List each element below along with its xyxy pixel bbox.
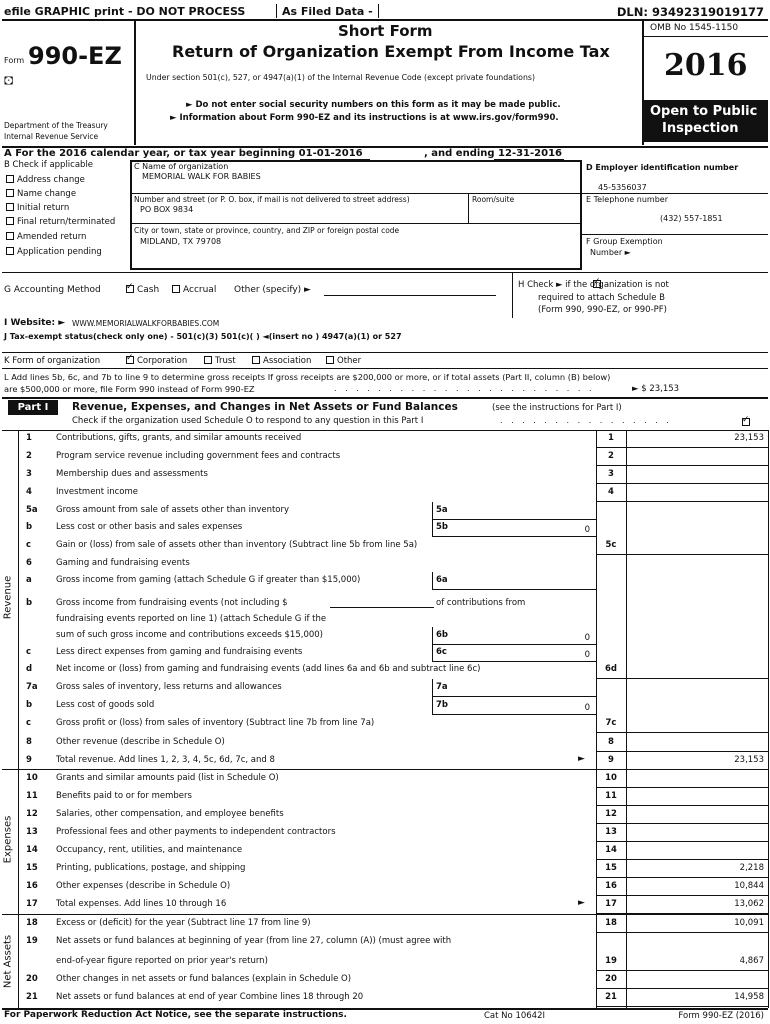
- line-number: b: [26, 522, 33, 532]
- line-amount[interactable]: 13,062: [734, 899, 764, 909]
- website-value[interactable]: WWW.MEMORIALWALKFORBABIES.COM: [72, 319, 220, 328]
- box-b-item[interactable]: Initial return: [6, 203, 69, 213]
- part-1-check: Check if the organization used Schedule O to respond to any question in this Part I: [72, 416, 424, 426]
- inner-line-box: 7a: [436, 682, 448, 692]
- line-text: sum of such gross income and contributions exceeds $15,000): [56, 630, 323, 640]
- line-number: b: [26, 598, 33, 608]
- line-box: 2: [608, 451, 614, 461]
- efile-banner: efile GRAPHIC print - DO NOT PROCESS: [4, 5, 246, 18]
- row-l-line2: are $500,000 or more, file Form 990 instead of Form 990-EZ: [4, 384, 255, 394]
- inner-line-box: 6b: [436, 630, 448, 640]
- line-number: 2: [26, 451, 32, 461]
- omb-number: OMB No 1545-1150: [650, 23, 739, 33]
- line-text: Membership dues and assessments: [56, 469, 208, 479]
- line-number: 1: [26, 433, 32, 443]
- line-text: Excess or (deficit) for the year (Subtract line 17 from line 9): [56, 918, 311, 928]
- line-text: Net income or (loss) from gaming and fundraising events (add lines 6a and 6b and subtract line 6c): [56, 664, 481, 674]
- line-box: 17: [605, 899, 617, 909]
- inspection: Inspection: [662, 121, 739, 136]
- line-amount[interactable]: 4,867: [739, 956, 764, 966]
- line-text: Other revenue (describe in Schedule O): [56, 737, 225, 747]
- street-value[interactable]: PO BOX 9834: [140, 205, 194, 214]
- part-1-see: (see the instructions for Part I): [492, 403, 622, 413]
- association-checkbox[interactable]: Association: [252, 356, 311, 366]
- inner-line-box: 6c: [436, 647, 447, 657]
- part-1-title: Revenue, Expenses, and Changes in Net Assets or Fund Balances: [72, 401, 458, 413]
- group-exemption-label: F Group Exemption: [586, 237, 663, 246]
- corporation-checkbox[interactable]: ✓ Corporation: [126, 356, 187, 366]
- line-number: 4: [26, 487, 32, 497]
- box-b-item[interactable]: Address change: [6, 175, 85, 185]
- dept-treasury: Department of the Treasury: [4, 121, 108, 130]
- line-number: 11: [26, 791, 38, 801]
- room-label: Room/suite: [472, 195, 515, 204]
- line-amount[interactable]: 23,153: [734, 433, 764, 443]
- line-box: 9: [608, 755, 614, 765]
- line-number: 17: [26, 899, 38, 909]
- part-1-tag: Part I: [8, 400, 58, 415]
- line-box: 8: [608, 737, 614, 747]
- line-text: Contributions, gifts, grants, and similar amounts received: [56, 433, 302, 443]
- line-box: 14: [605, 845, 617, 855]
- ein-value[interactable]: 45-5356037: [598, 183, 647, 192]
- line-box: 7c: [605, 718, 617, 728]
- line-box: 11: [605, 791, 617, 801]
- line-box: 6d: [605, 664, 617, 674]
- line-text: Investment income: [56, 487, 138, 497]
- line-text: Other expenses (describe in Schedule O): [56, 881, 231, 891]
- line-text: Net assets or fund balances at beginning of year (from line 27, column (A)) (must agree with: [56, 936, 452, 946]
- schedule-b-checkbox[interactable]: [593, 280, 604, 290]
- other-org-checkbox[interactable]: Other: [326, 356, 361, 366]
- line-text: end-of-year figure reported on prior year's return): [56, 956, 268, 966]
- phone-label: E Telephone number: [586, 195, 668, 204]
- form-of-org-label: K Form of organization: [4, 356, 101, 366]
- inner-amount[interactable]: 0: [584, 525, 590, 535]
- inner-line-box: 5b: [436, 522, 448, 532]
- line-box: 16: [605, 881, 617, 891]
- other-method-field[interactable]: [324, 295, 496, 296]
- line-text: Gaming and fundraising events: [56, 558, 190, 568]
- line-box: 3: [608, 469, 614, 479]
- section-a-ending: , and ending 12-31-2016: [424, 148, 562, 159]
- org-name[interactable]: MEMORIAL WALK FOR BABIES: [142, 172, 261, 181]
- line-number: c: [26, 718, 32, 728]
- section-a: A For the 2016 calendar year, or tax year beginning 01-01-2016: [4, 148, 363, 159]
- ein-label: D Employer identification number: [586, 163, 739, 172]
- line-text: Total expenses. Add lines 10 through 16: [56, 899, 227, 909]
- accrual-checkbox[interactable]: Accrual: [172, 285, 216, 295]
- line-number: 13: [26, 827, 38, 837]
- line-number: 15: [26, 863, 38, 873]
- line-number: 6: [26, 558, 32, 568]
- other-method-label: Other (specify) ►: [234, 285, 311, 295]
- line-box: 18: [605, 918, 617, 928]
- line-amount[interactable]: 10,091: [734, 918, 764, 928]
- inner-line-box: 6a: [436, 575, 448, 585]
- line-number: 19: [26, 936, 38, 946]
- box-b-item[interactable]: Final return/terminated: [6, 217, 115, 227]
- line-text: Gross income from gaming (attach Schedule G if greater than $15,000): [56, 575, 361, 585]
- box-b-item[interactable]: Application pending: [6, 247, 102, 257]
- line-number: 9: [26, 755, 32, 765]
- dln: DLN: 93492319019177: [616, 5, 764, 19]
- line-text: Gross income from fundraising events (not including $: [56, 598, 288, 608]
- line-text: Benefits paid to or for members: [56, 791, 192, 801]
- line-number: c: [26, 647, 32, 657]
- revenue-side-label: Revenue: [2, 575, 14, 620]
- line-number: b: [26, 700, 33, 710]
- form-name: 990-EZ: [28, 42, 122, 70]
- line-text: Gross sales of inventory, less returns and allowances: [56, 682, 282, 692]
- line-text: Grants and similar amounts paid (list in Schedule O): [56, 773, 279, 783]
- net-assets-side-label: Net Assets: [2, 934, 14, 989]
- form-title: Return of Organization Exempt From Income Tax: [172, 42, 610, 61]
- inner-amount[interactable]: 0: [584, 650, 590, 660]
- irs: Internal Revenue Service: [4, 132, 99, 141]
- line-text: Other changes in net assets or fund balances (explain in Schedule O): [56, 974, 352, 984]
- under-section: Under section 501(c), 527, or 4947(a)(1) of the Internal Revenue Code (except private foundations): [146, 73, 535, 82]
- line-number: 20: [26, 974, 38, 984]
- gross-receipts: ► $ 23,153: [632, 384, 680, 394]
- line-box: 19: [605, 956, 617, 966]
- paperwork-notice: For Paperwork Reduction Act Notice, see the separate instructions.: [4, 1010, 347, 1020]
- line-amount[interactable]: 23,153: [734, 755, 764, 765]
- row-h-line2: required to attach Schedule B: [538, 293, 665, 303]
- line-number: 3: [26, 469, 32, 479]
- phone-value[interactable]: (432) 557-1851: [660, 214, 723, 223]
- line-text: Salaries, other compensation, and employee benefits: [56, 809, 284, 819]
- inner-amount[interactable]: 0: [584, 703, 590, 713]
- inner-line-box: 5a: [436, 505, 448, 515]
- accounting-method-label: G Accounting Method: [4, 285, 101, 295]
- group-exemption-label2: Number ►: [590, 248, 631, 257]
- line-number: 18: [26, 918, 38, 928]
- line-text: Less direct expenses from gaming and fundraising events: [56, 647, 303, 657]
- box-b-item[interactable]: Name change: [6, 189, 76, 199]
- arrow-icon: ►: [578, 754, 585, 764]
- line-number: a: [26, 575, 32, 585]
- line-box: 12: [605, 809, 617, 819]
- info-notice: ► Information about Form 990-EZ and its instructions is at www.irs.gov/form990.: [170, 113, 559, 123]
- inner-amount[interactable]: 0: [584, 633, 590, 643]
- form-footer: Form 990-EZ (2016): [678, 1011, 764, 1021]
- line-number: 5a: [26, 505, 38, 515]
- line-text-2: of contributions from: [436, 598, 526, 608]
- line-number: 10: [26, 773, 38, 783]
- row-h-line1: H Check ► if the organization is not: [518, 280, 669, 290]
- row-l-line1: L Add lines 5b, 6c, and 7b to line 9 to determine gross receipts If gross receipts are $200,000 or more, or if total assets (Part II, column (B) below): [4, 372, 611, 382]
- tax-year: 2016: [664, 48, 748, 83]
- tax-exempt-status: J Tax-exempt status(check only one) - 501(c)(3) 501(c)( ) ◄(insert no ) 4947(a)(1) or 527: [4, 332, 402, 341]
- cash-checkbox[interactable]: ✓ Cash: [126, 285, 159, 295]
- org-name-label: C Name of organization: [134, 162, 229, 171]
- line-number: 8: [26, 737, 32, 747]
- inner-line-box: 7b: [436, 700, 448, 710]
- form-icon: 🖸: [4, 76, 14, 87]
- line-amount[interactable]: 10,844: [734, 881, 764, 891]
- line-box: 13: [605, 827, 617, 837]
- cat-number: Cat No 10642I: [484, 1011, 545, 1021]
- line-box: 4: [608, 487, 614, 497]
- line-box: 10: [605, 773, 617, 783]
- city-label: City or town, state or province, country, and ZIP or foreign postal code: [134, 226, 400, 235]
- street-label: Number and street (or P. O. box, if mail is not delivered to street address): [134, 195, 410, 204]
- line-text: Less cost or other basis and sales expenses: [56, 522, 243, 532]
- line-text: Occupancy, rent, utilities, and maintenance: [56, 845, 243, 855]
- form-prefix: Form: [4, 56, 25, 65]
- line-text: Printing, publications, postage, and shipping: [56, 863, 246, 873]
- row-h-line3: (Form 990, 990-EZ, or 990-PF): [538, 305, 667, 315]
- line-number: 16: [26, 881, 38, 891]
- line-text: Gross profit or (loss) from sales of inventory (Subtract line 7b from line 7a): [56, 718, 375, 728]
- line-amount[interactable]: 2,218: [739, 863, 764, 873]
- expenses-side-label: Expenses: [2, 815, 14, 864]
- line-box: 15: [605, 863, 617, 873]
- line-text: Total revenue. Add lines 1, 2, 3, 4, 5c, 6d, 7c, and 8: [56, 755, 275, 765]
- city-value[interactable]: MIDLAND, TX 79708: [140, 237, 222, 246]
- line-text: Program service revenue including government fees and contracts: [56, 451, 341, 461]
- line-number: 14: [26, 845, 38, 855]
- line-number: d: [26, 664, 33, 674]
- line-number: 12: [26, 809, 38, 819]
- line-number: 7a: [26, 682, 38, 692]
- line-text: Professional fees and other payments to independent contractors: [56, 827, 336, 837]
- line-box: 20: [605, 974, 617, 984]
- open-public: Open to Public: [650, 104, 758, 119]
- box-b-item[interactable]: Amended return: [6, 232, 86, 242]
- line-box: 21: [605, 992, 617, 1002]
- box-b-label: B Check if applicable: [4, 160, 94, 170]
- filed-banner: As Filed Data -: [282, 5, 373, 18]
- schedule-o-checkbox[interactable]: [742, 418, 753, 428]
- line-text: Gross amount from sale of assets other than inventory: [56, 505, 290, 515]
- line-amount[interactable]: 14,958: [734, 992, 764, 1002]
- arrow-icon: ►: [578, 898, 585, 908]
- fundraising-contrib-field[interactable]: [330, 607, 434, 608]
- short-form: Short Form: [338, 22, 433, 40]
- line-number: 21: [26, 992, 38, 1002]
- line-text: Net assets or fund balances at end of year Combine lines 18 through 20: [56, 992, 364, 1002]
- line-text: fundraising events reported on line 1) (attach Schedule G if the: [56, 614, 327, 624]
- trust-checkbox[interactable]: Trust: [204, 356, 236, 366]
- website-label: I Website: ►: [4, 318, 66, 328]
- line-number: c: [26, 540, 32, 550]
- line-box: 5c: [605, 540, 617, 550]
- ssn-notice: ► Do not enter social security numbers on this form as it may be made public.: [186, 100, 561, 110]
- line-box: 1: [608, 433, 614, 443]
- line-text: Gain or (loss) from sale of assets other than inventory (Subtract line 5b from line 5a): [56, 540, 418, 550]
- line-text: Less cost of goods sold: [56, 700, 155, 710]
